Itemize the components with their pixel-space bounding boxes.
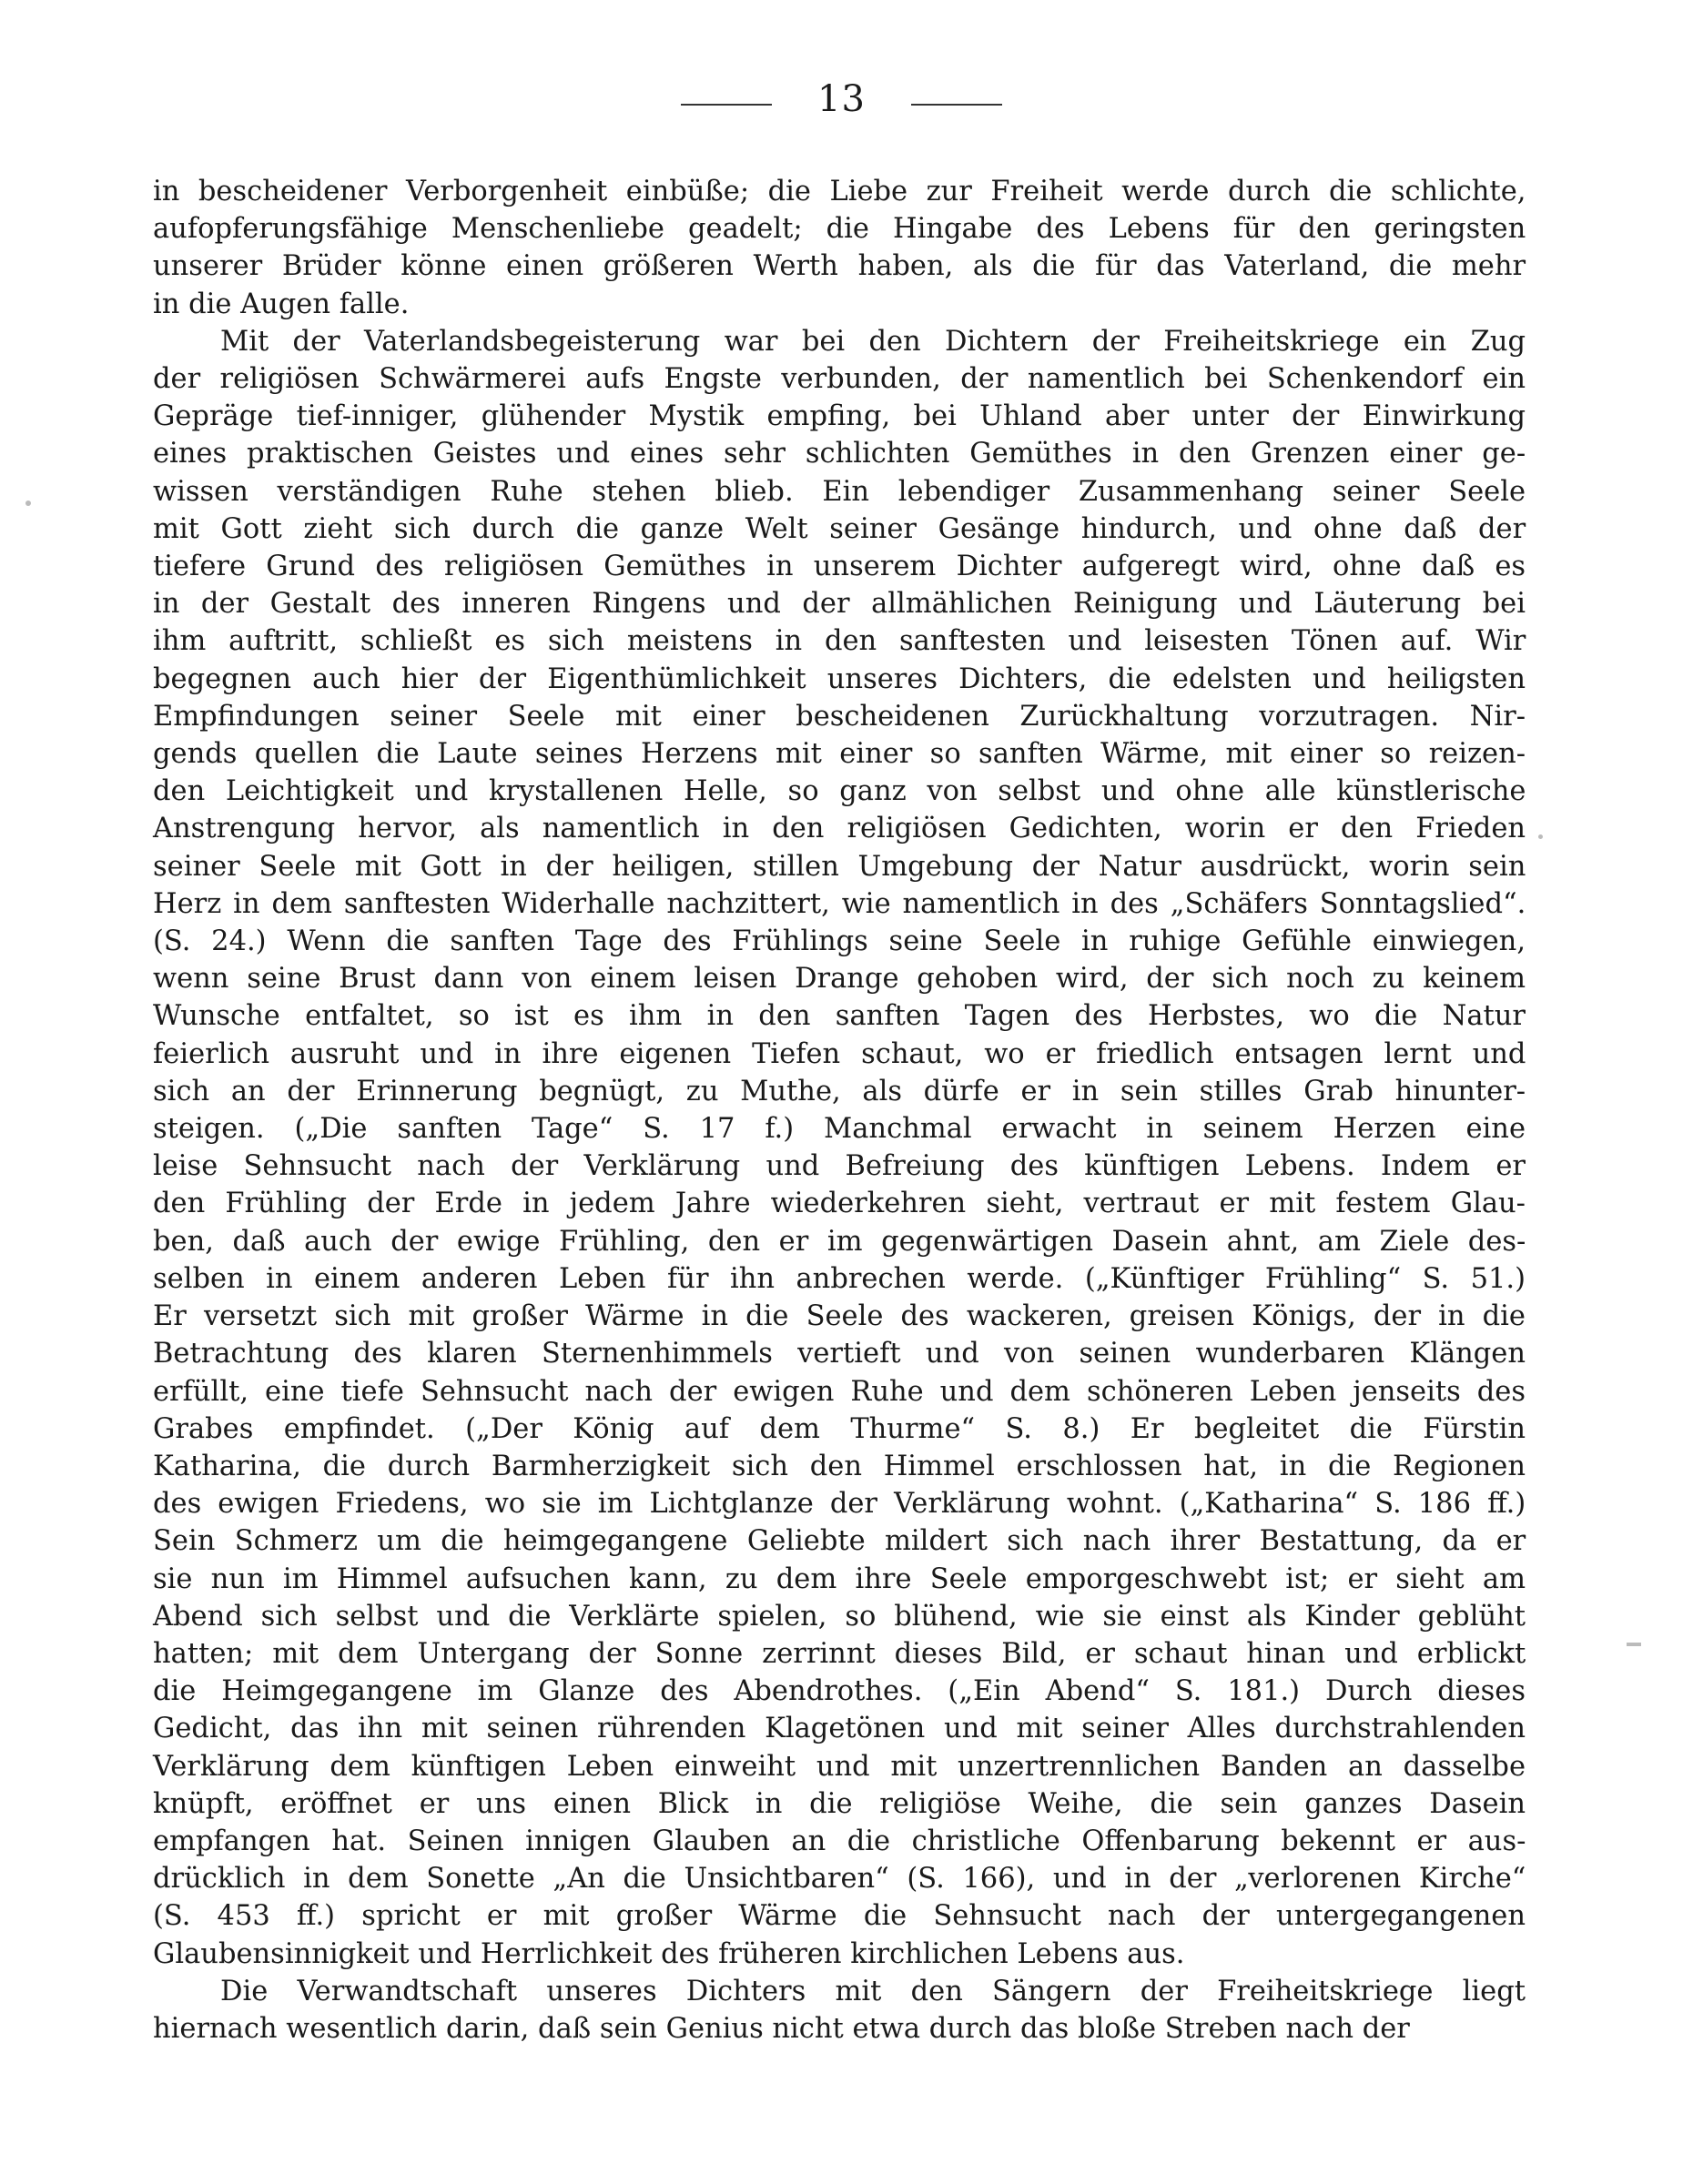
text-line: den Leichtigkeit und krystallenen Helle, so ganz von selbst und ohne alle künstlerische bbox=[153, 775, 1526, 808]
text-line: eines praktischen Geistes und eines sehr schlichten Gemüthes in den Grenzen einer ge- bbox=[153, 438, 1526, 470]
text-line: begegnen auch hier der Eigenthümlichkeit unseres Dichters, die edelsten und heiligsten bbox=[153, 662, 1526, 695]
text-line: gends quellen die Laute seines Herzens mit einer so sanften Wärme, mit einer so reizen- bbox=[153, 738, 1526, 771]
text-line: (S. 453 ff.) spricht er mit großer Wärme die Sehnsucht nach der untergegangenen bbox=[153, 1900, 1526, 1933]
text-line: hatten; mit dem Untergang der Sonne zerrinnt dieses Bild, er schaut hinan und erblickt bbox=[153, 1637, 1526, 1670]
text-line: Die Verwandtschaft unseres Dichters mit den Sängern der Freiheitskriege liegt bbox=[220, 1975, 1526, 2007]
paragraph bbox=[153, 1973, 1526, 2048]
text-line: Abend sich selbst und die Verklärte spielen, so blühend, wie sie einst als Kinder geblüht bbox=[153, 1600, 1526, 1633]
text-line: seiner Seele mit Gott in der heiligen, stillen Umgebung der Natur ausdrückt, worin sein bbox=[153, 850, 1526, 883]
text-line: der religiösen Schwärmerei aufs Engste verbunden, der namentlich bei Schenkendorf ein bbox=[153, 363, 1526, 396]
print-speck bbox=[1538, 834, 1543, 839]
text-line: wenn seine Brust dann von einem leisen Drange gehoben wird, der sich noch zu keinem bbox=[153, 963, 1526, 996]
page-header bbox=[0, 78, 1683, 120]
text-line: feierlich ausruht und in ihre eigenen Tiefen schaut, wo er friedlich entsagen lernt und bbox=[153, 1037, 1526, 1070]
text-line: Anstrengung hervor, als namentlich in den religiösen Gedichten, worin er den Frieden bbox=[153, 813, 1526, 845]
text-line: ben, daß auch der ewige Frühling, den er im gegenwärtigen Dasein ahnt, am Ziele des- bbox=[153, 1225, 1526, 1258]
text-line: die Heimgegangene im Glanze des Abendrothes. („Ein Abend“ S. 181.) Durch dieses bbox=[153, 1675, 1526, 1708]
text-line: knüpft, eröffnet er uns einen Blick in die religiöse Weihe, die sein ganzes Dasein bbox=[153, 1787, 1526, 1820]
text-line: des ewigen Friedens, wo sie im Lichtglanze der Verklärung wohnt. („Katharina“ S. 186 ff.) bbox=[153, 1488, 1526, 1521]
text-line: in der Gestalt des inneren Ringens und der allmählichen Reinigung und Läuterung bei bbox=[153, 588, 1526, 621]
paragraph bbox=[153, 173, 1526, 323]
print-speck bbox=[25, 500, 31, 506]
text-line: sich an der Erinnerung begnügt, zu Muthe, als dürfe er in sein stilles Grab hinunter- bbox=[153, 1075, 1526, 1107]
header-rule-right bbox=[911, 104, 1002, 106]
text-line: erfüllt, eine tiefe Sehnsucht nach der ewigen Ruhe und dem schöneren Leben jenseits des bbox=[153, 1375, 1526, 1408]
text-line: unserer Brüder könne einen größeren Werth haben, als die für das Vaterland, die mehr bbox=[153, 250, 1526, 283]
text-line: empfangen hat. Seinen innigen Glauben an die christliche Offenbarung bekennt er aus- bbox=[153, 1825, 1526, 1857]
text-line: Katharina, die durch Barmherzigkeit sich den Himmel erschlossen hat, in die Regionen bbox=[153, 1450, 1526, 1482]
header-rule-left bbox=[681, 104, 772, 106]
text-line: tiefere Grund des religiösen Gemüthes in unserem Dichter aufgeregt wird, ohne daß es bbox=[153, 551, 1526, 583]
text-line: Verklärung dem künftigen Leben einweiht und mit unzertrennlichen Banden an dasselbe bbox=[153, 1750, 1526, 1783]
text-line: Herz in dem sanftesten Widerhalle nachzittert, wie namentlich in des „Schäfers Sonntagslied“. bbox=[153, 887, 1526, 920]
text-line: steigen. („Die sanften Tage“ S. 17 f.) Manchmal erwacht in seinem Herzen eine bbox=[153, 1113, 1526, 1146]
text-line: leise Sehnsucht nach der Verklärung und Befreiung des künftigen Lebens. Indem er bbox=[153, 1150, 1526, 1183]
text-line: Empfindungen seiner Seele mit einer bescheidenen Zurückhaltung vorzutragen. Nir- bbox=[153, 700, 1526, 733]
text-line: (S. 24.) Wenn die sanften Tage des Frühlings seine Seele in ruhige Gefühle einwiegen, bbox=[153, 925, 1526, 958]
text-line: Grabes empfindet. („Der König auf dem Thurme“ S. 8.) Er begleitet die Fürstin bbox=[153, 1412, 1526, 1445]
text-line: Mit der Vaterlandsbegeisterung war bei den Dichtern der Freiheitskriege ein Zug bbox=[220, 325, 1526, 358]
text-line: Gedicht, das ihn mit seinen rührenden Klagetönen und mit seiner Alles durchstrahlenden bbox=[153, 1713, 1526, 1745]
text-line: Sein Schmerz um die heimgegangene Geliebte mildert sich nach ihrer Bestattung, da er bbox=[153, 1525, 1526, 1558]
text-line: sie nun im Himmel aufsuchen kann, zu dem ihre Seele emporgeschwebt ist; er sieht am bbox=[153, 1562, 1526, 1595]
print-speck bbox=[1627, 1643, 1641, 1646]
text-line: mit Gott zieht sich durch die ganze Welt seiner Gesänge hindurch, und ohne daß der bbox=[153, 512, 1526, 545]
text-line: in die Augen falle. bbox=[153, 288, 410, 320]
paragraph bbox=[153, 323, 1526, 1973]
body-text bbox=[153, 173, 1526, 2048]
text-line: Betrachtung des klaren Sternenhimmels vertieft und von seinen wunderbaren Klängen bbox=[153, 1338, 1526, 1370]
text-line: hiernach wesentlich darin, daß sein Genius nicht etwa durch das bloße Streben nach der bbox=[153, 2012, 1410, 2045]
text-line: drücklich in dem Sonette „An die Unsichtbaren“ (S. 166), und in der „verlorenen Kirche“ bbox=[153, 1863, 1526, 1896]
text-line: wissen verständigen Ruhe stehen blieb. Ein lebendiger Zusammenhang seiner Seele bbox=[153, 475, 1526, 508]
page-number: 13 bbox=[817, 78, 866, 120]
text-line: Gepräge tief-inniger, glühender Mystik empfing, bei Uhland aber unter der Einwirkung bbox=[153, 400, 1526, 433]
text-line: Er versetzt sich mit großer Wärme in die Seele des wackeren, greisen Königs, der in die bbox=[153, 1300, 1526, 1333]
text-line: den Frühling der Erde in jedem Jahre wiederkehren sieht, vertraut er mit festem Glau- bbox=[153, 1188, 1526, 1220]
text-line: ihm auftritt, schließt es sich meistens in den sanftesten und leisesten Tönen auf. Wir bbox=[153, 625, 1526, 658]
text-line: in bescheidener Verborgenheit einbüße; die Liebe zur Freiheit werde durch die schlichte, bbox=[153, 176, 1526, 207]
text-line: Wunsche entfaltet, so ist es ihm in den sanften Tagen des Herbstes, wo die Natur bbox=[153, 1000, 1526, 1033]
text-line: Glaubensinnigkeit und Herrlichkeit des früheren kirchlichen Lebens aus. bbox=[153, 1937, 1185, 1970]
text-line: aufopferungsfähige Menschenliebe geadelt; die Hingabe des Lebens für den geringsten bbox=[153, 213, 1526, 246]
text-line: selben in einem anderen Leben für ihn anbrechen werde. („Künftiger Frühling“ S. 51.) bbox=[153, 1262, 1526, 1295]
